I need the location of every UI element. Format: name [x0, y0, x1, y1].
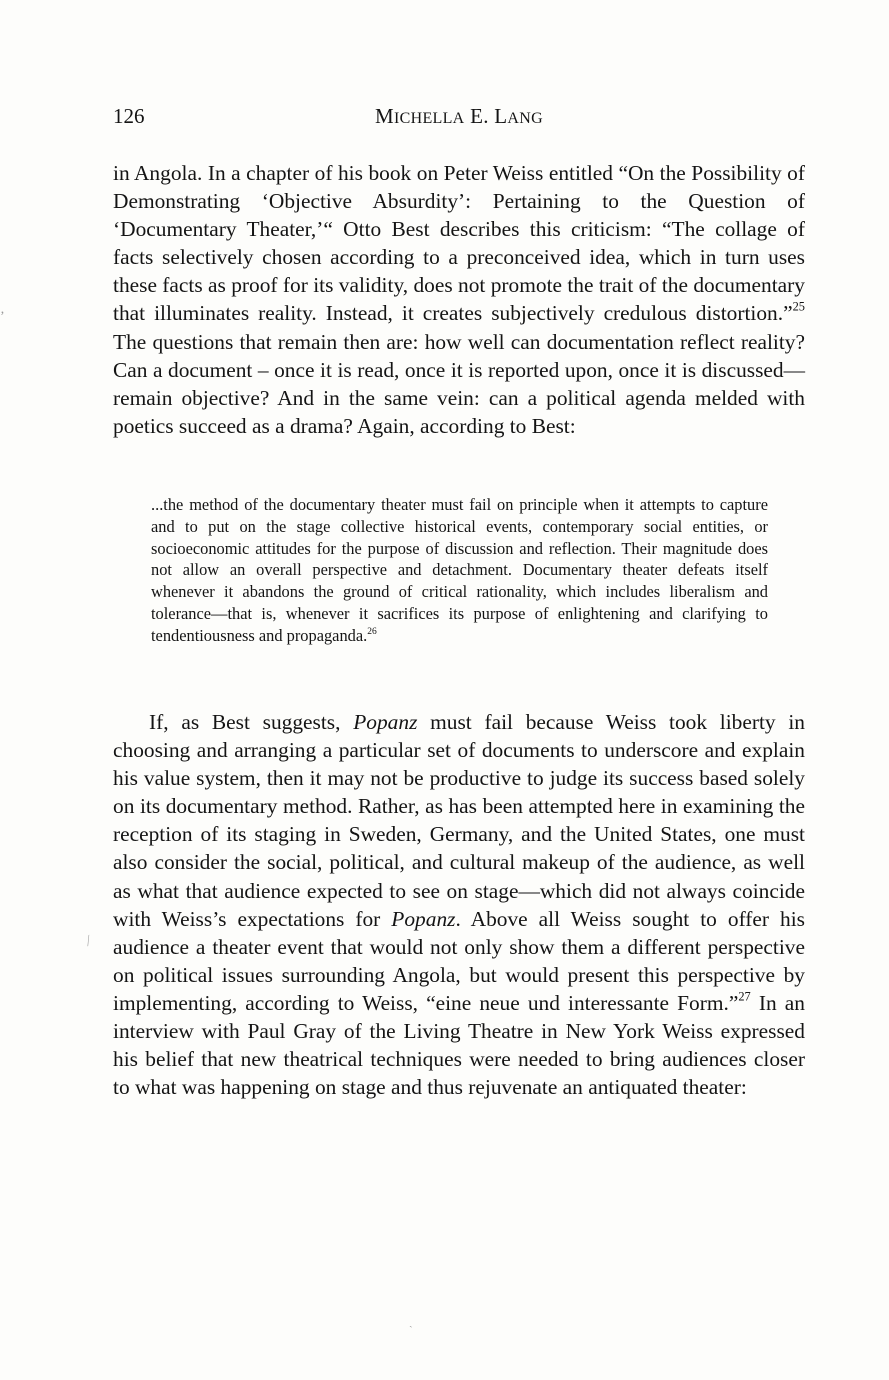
footnote-ref-25: 25 [792, 300, 805, 315]
paragraph2-text-a: If, as Best suggests, [149, 710, 354, 734]
body-paragraph-1 [113, 159, 805, 440]
paragraph1-text-a: in Angola. In a chapter of his book on Peter Weiss entitled “On the Possibility of Demonstrating ‘Objective Absurdity’: Pertaining to the Question of ‘Documentary Theater,’“ Otto Best describes this criticism: “The collage of facts selectively chosen according to a preconceived idea, which in turn uses these facts as proof for its validity, does not promote the trait of the documentary that illuminates reality. Instead, it creates subjectively credulous distortion.” [113, 161, 805, 326]
paragraph2-text-c: . Above all Weiss sought to offer his audience a theater event that would not only show them a different perspective on political issues surrounding Angola, but would present this perspective by implementing, according to Weiss, “eine neue und interessante Form.” [113, 906, 805, 1015]
page-header [113, 104, 805, 134]
paragraph1-text-b: The questions that remain then are: how well can documentation reflect reality? Can a document – once it is read, once it is reported upon, once it is discussed—remain objective? And in the same vein: can a political agenda melded with poetics succeed as a drama? Again, according to Best: [113, 329, 805, 438]
author-first-rest: ICHELLA [393, 110, 465, 127]
title-popanz-1: Popanz [353, 710, 418, 734]
author-initial-m: M [375, 104, 394, 128]
footnote-ref-27: 27 [738, 989, 751, 1004]
scan-mark-3: ˏ [409, 1316, 413, 1328]
running-head-author [113, 104, 805, 129]
paragraph2-text-b: must fail because Weiss took liberty in choosing and arranging a particular set of documents to underscore and explain his value system, then it may not be productive to judge its success based solely on its documentary method. Rather, as has been attempted here in examining the reception of its staging in Sweden, Germany, and the United States, one must also consider the social, political, and cultural makeup of the audience, as well as what that audience expected to see on stage—which did not always coincide with Weiss’s expectations for [113, 710, 805, 931]
title-popanz-2: Popanz [391, 906, 456, 931]
block-quote [151, 494, 768, 647]
paragraph2-text-d: In an interview with Paul Gray of the Living Theatre in New York Weiss expressed his belief that new theatrical techniques were needed to bring audiences closer to what was happening on stage and thus rejuvenate an antiquated theater: [113, 990, 805, 1100]
page-number: 126 [113, 104, 145, 128]
scan-mark-2: ⁄ [84, 934, 94, 949]
author-middle: E. L [464, 104, 508, 128]
block-quote-text: ...the method of the documentary theater must fail on principle when it attempts to capture and to put on the stage collective historical events, contemporary social entities, or socioeconomic attitudes for the purpose of discussion and reflection. Their magnitude does not allow an overall perspective and detachment. Documentary theater defeats itself whenever it abandons the ground of critical rationality, which includes liberalism and tolerance—that is, whenever it sacrifices its purpose of enlightening and clarifying to tendentiousness and propaganda. [151, 495, 768, 645]
author-last-rest: ANG [507, 110, 543, 127]
body-paragraph-2 [113, 708, 805, 1101]
scan-mark-1: ‚ [0, 302, 5, 317]
footnote-ref-26: 26 [367, 626, 377, 637]
